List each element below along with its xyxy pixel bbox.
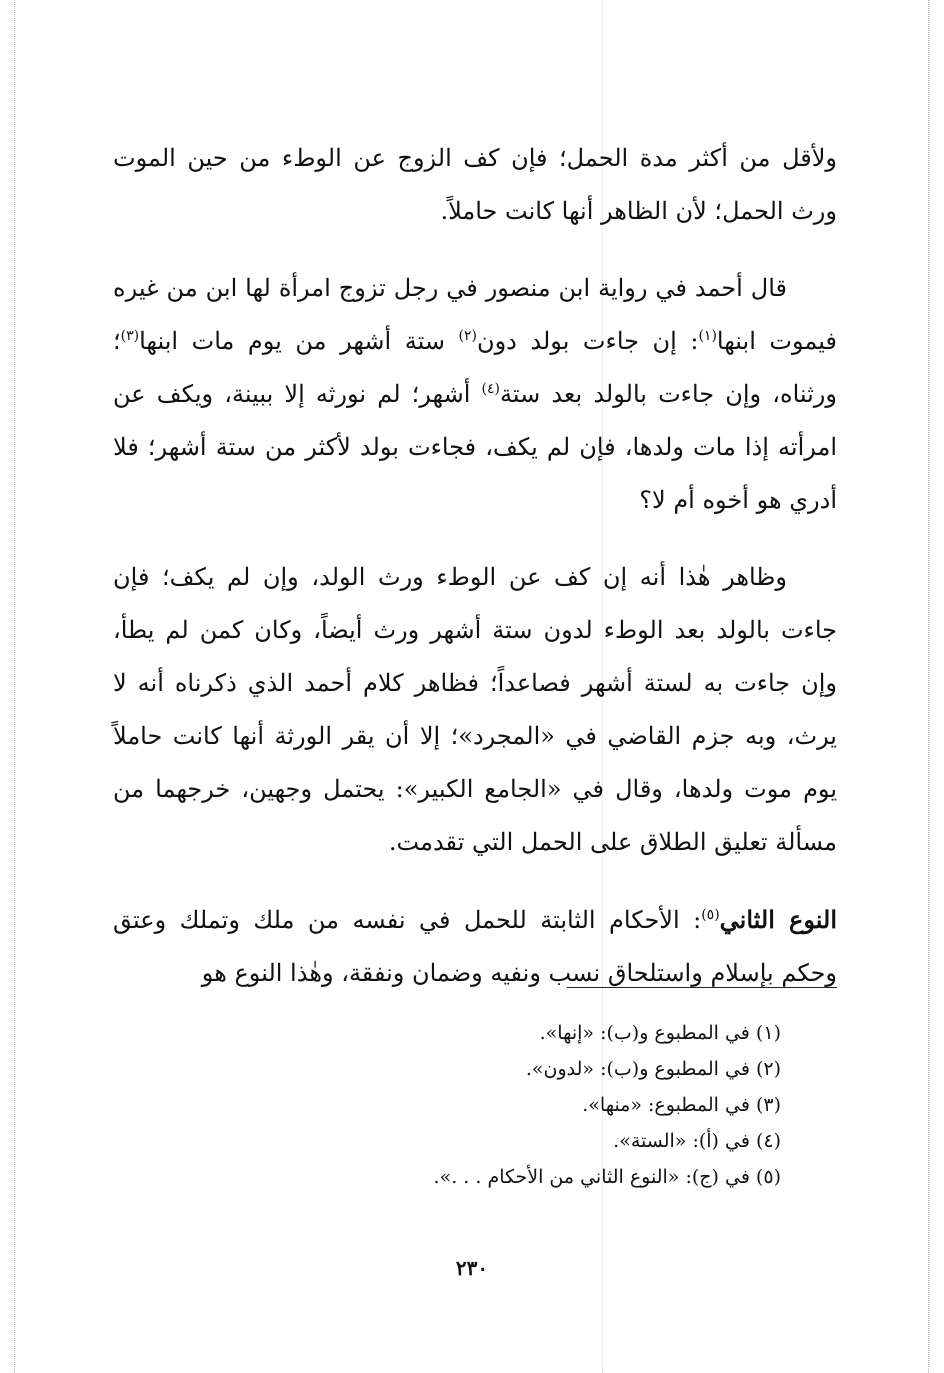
footnote-separator [567, 987, 837, 988]
page-body [113, 132, 837, 1024]
section-heading-term: النوع الثاني [719, 905, 838, 934]
footnote-ref: (١) [698, 328, 717, 344]
scan-edge-right [928, 0, 929, 1373]
footnote-5: (٥) في (ج): «النوع الثاني من الأحكام . . .». [433, 1166, 781, 1188]
footnote-ref: (٤) [481, 381, 500, 397]
footnote-1: (١) في المطبوع و(ب): «إنها». [539, 1022, 781, 1044]
paragraph-1 [113, 132, 837, 238]
paragraph-2 [113, 262, 837, 527]
paragraph-text: أشهر؛ لم نورثه إلا ببينة، ويكف عن امرأته إذا مات ولدها، فإن لم يكف، فجاءت بولد لأكثر من ستة أشهر؛ فلا أدري هو أخوه أم لا؟ [113, 380, 837, 514]
paragraph-text: : الأحكام الثابتة للحمل في نفسه من ملك وتملك وعتق وحكم بإسلام واستلحاق نسب ونفيه وضمان ونفقة، وهٰذا النوع هو [113, 906, 837, 987]
footnote-2: (٢) في المطبوع و(ب): «لدون». [525, 1058, 781, 1080]
footnote-3: (٣) في المطبوع: «منها». [582, 1094, 781, 1116]
footnotes [113, 1015, 781, 1195]
paragraph-text: ؛ ورثناه، وإن جاءت بالولد بعد ستة [113, 327, 837, 408]
footnote-4: (٤) في (أ): «الستة». [613, 1130, 781, 1152]
paragraph-3 [113, 551, 837, 869]
paragraph-text: ستة أشهر من يوم مات ابنها [139, 327, 459, 355]
paragraph-text: ولأقل من أكثر مدة الحمل؛ فإن كف الزوج عن الوطء من حين الموت ورث الحمل؛ لأن الظاهر أنها كانت حاملاً. [113, 144, 837, 225]
paragraph-4 [113, 893, 837, 1000]
footnote-ref: (٣) [120, 328, 140, 344]
paragraph-text: قال أحمد في رواية ابن منصور في رجل تزوج امرأة لها ابن من غيره فيموت ابنها [113, 274, 837, 355]
paragraph-text: : إن جاءت بولد دون [476, 327, 699, 355]
footnote-ref: (٥) [701, 907, 720, 923]
footnote-ref: (٢) [458, 328, 477, 344]
page-number: ٢٣٠ [455, 1256, 489, 1280]
paragraph-text: وظاهر هٰذا أنه إن كف عن الوطء ورث الولد، وإن لم يكف؛ فإن جاءت بالولد بعد الوطء لدون ستة أشهر ورث أيضاً، وكان كمن لم يطأ، وإن جاءت به لستة أشهر فصاعداً؛ فظاهر كلام أحمد الذي ذكرناه أنه لا يرث، وبه جزم القاضي في «المجرد»؛ إلا أن يقر الورثة أنها كانت حاملاً يوم موت ولدها، وقال في «الجامع الكبير»: يحتمل وجهين، خرجهما من مسألة تعليق الطلاق على الحمل التي تقدمت. [113, 563, 837, 856]
scan-edge-left [14, 0, 15, 1373]
